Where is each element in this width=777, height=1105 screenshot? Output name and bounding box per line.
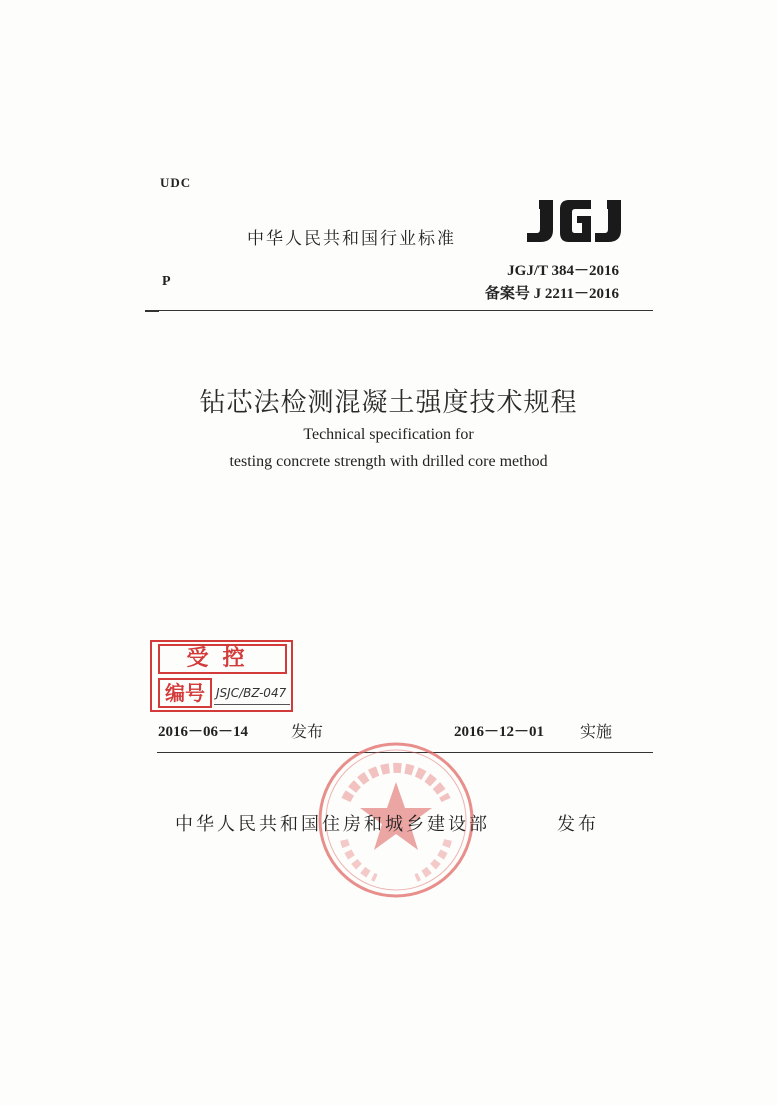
stamp-number-value: JSJC/BZ-047 — [216, 686, 287, 700]
jgj-logo — [525, 196, 625, 246]
stamp-number-underline — [214, 704, 290, 705]
stamp-number-label: 编号 — [158, 678, 212, 708]
issue-label: 发布 — [291, 722, 324, 741]
jgj-logo-icon — [525, 196, 625, 246]
udc-label: UDC — [160, 175, 192, 190]
record-number: 备案号 J 2211－2016 — [484, 286, 619, 302]
standard-type-heading: 中华人民共和国行业标准 — [247, 229, 456, 249]
effective-label: 实施 — [580, 722, 613, 741]
issue-date: 2016－06－14 — [158, 724, 249, 740]
publish-label: 发布 — [557, 814, 599, 835]
standard-number: JGJ/T 384－2016 — [507, 263, 619, 279]
chinese-title: 钻芯法检测混凝土强度技术规程 — [199, 388, 578, 418]
top-divider — [145, 310, 653, 311]
effective-date: 2016－12－01 — [454, 724, 545, 740]
publisher-name: 中华人民共和国住房和城乡建设部 — [175, 814, 490, 835]
stamp-heading: 受控 — [158, 644, 287, 674]
english-title-line-2: testing concrete strength with drilled core method — [229, 453, 548, 470]
top-divider-tick — [145, 310, 159, 312]
english-title-line-1: Technical specification for — [303, 426, 474, 443]
classification-code: P — [162, 274, 171, 289]
controlled-copy-stamp — [150, 640, 293, 712]
